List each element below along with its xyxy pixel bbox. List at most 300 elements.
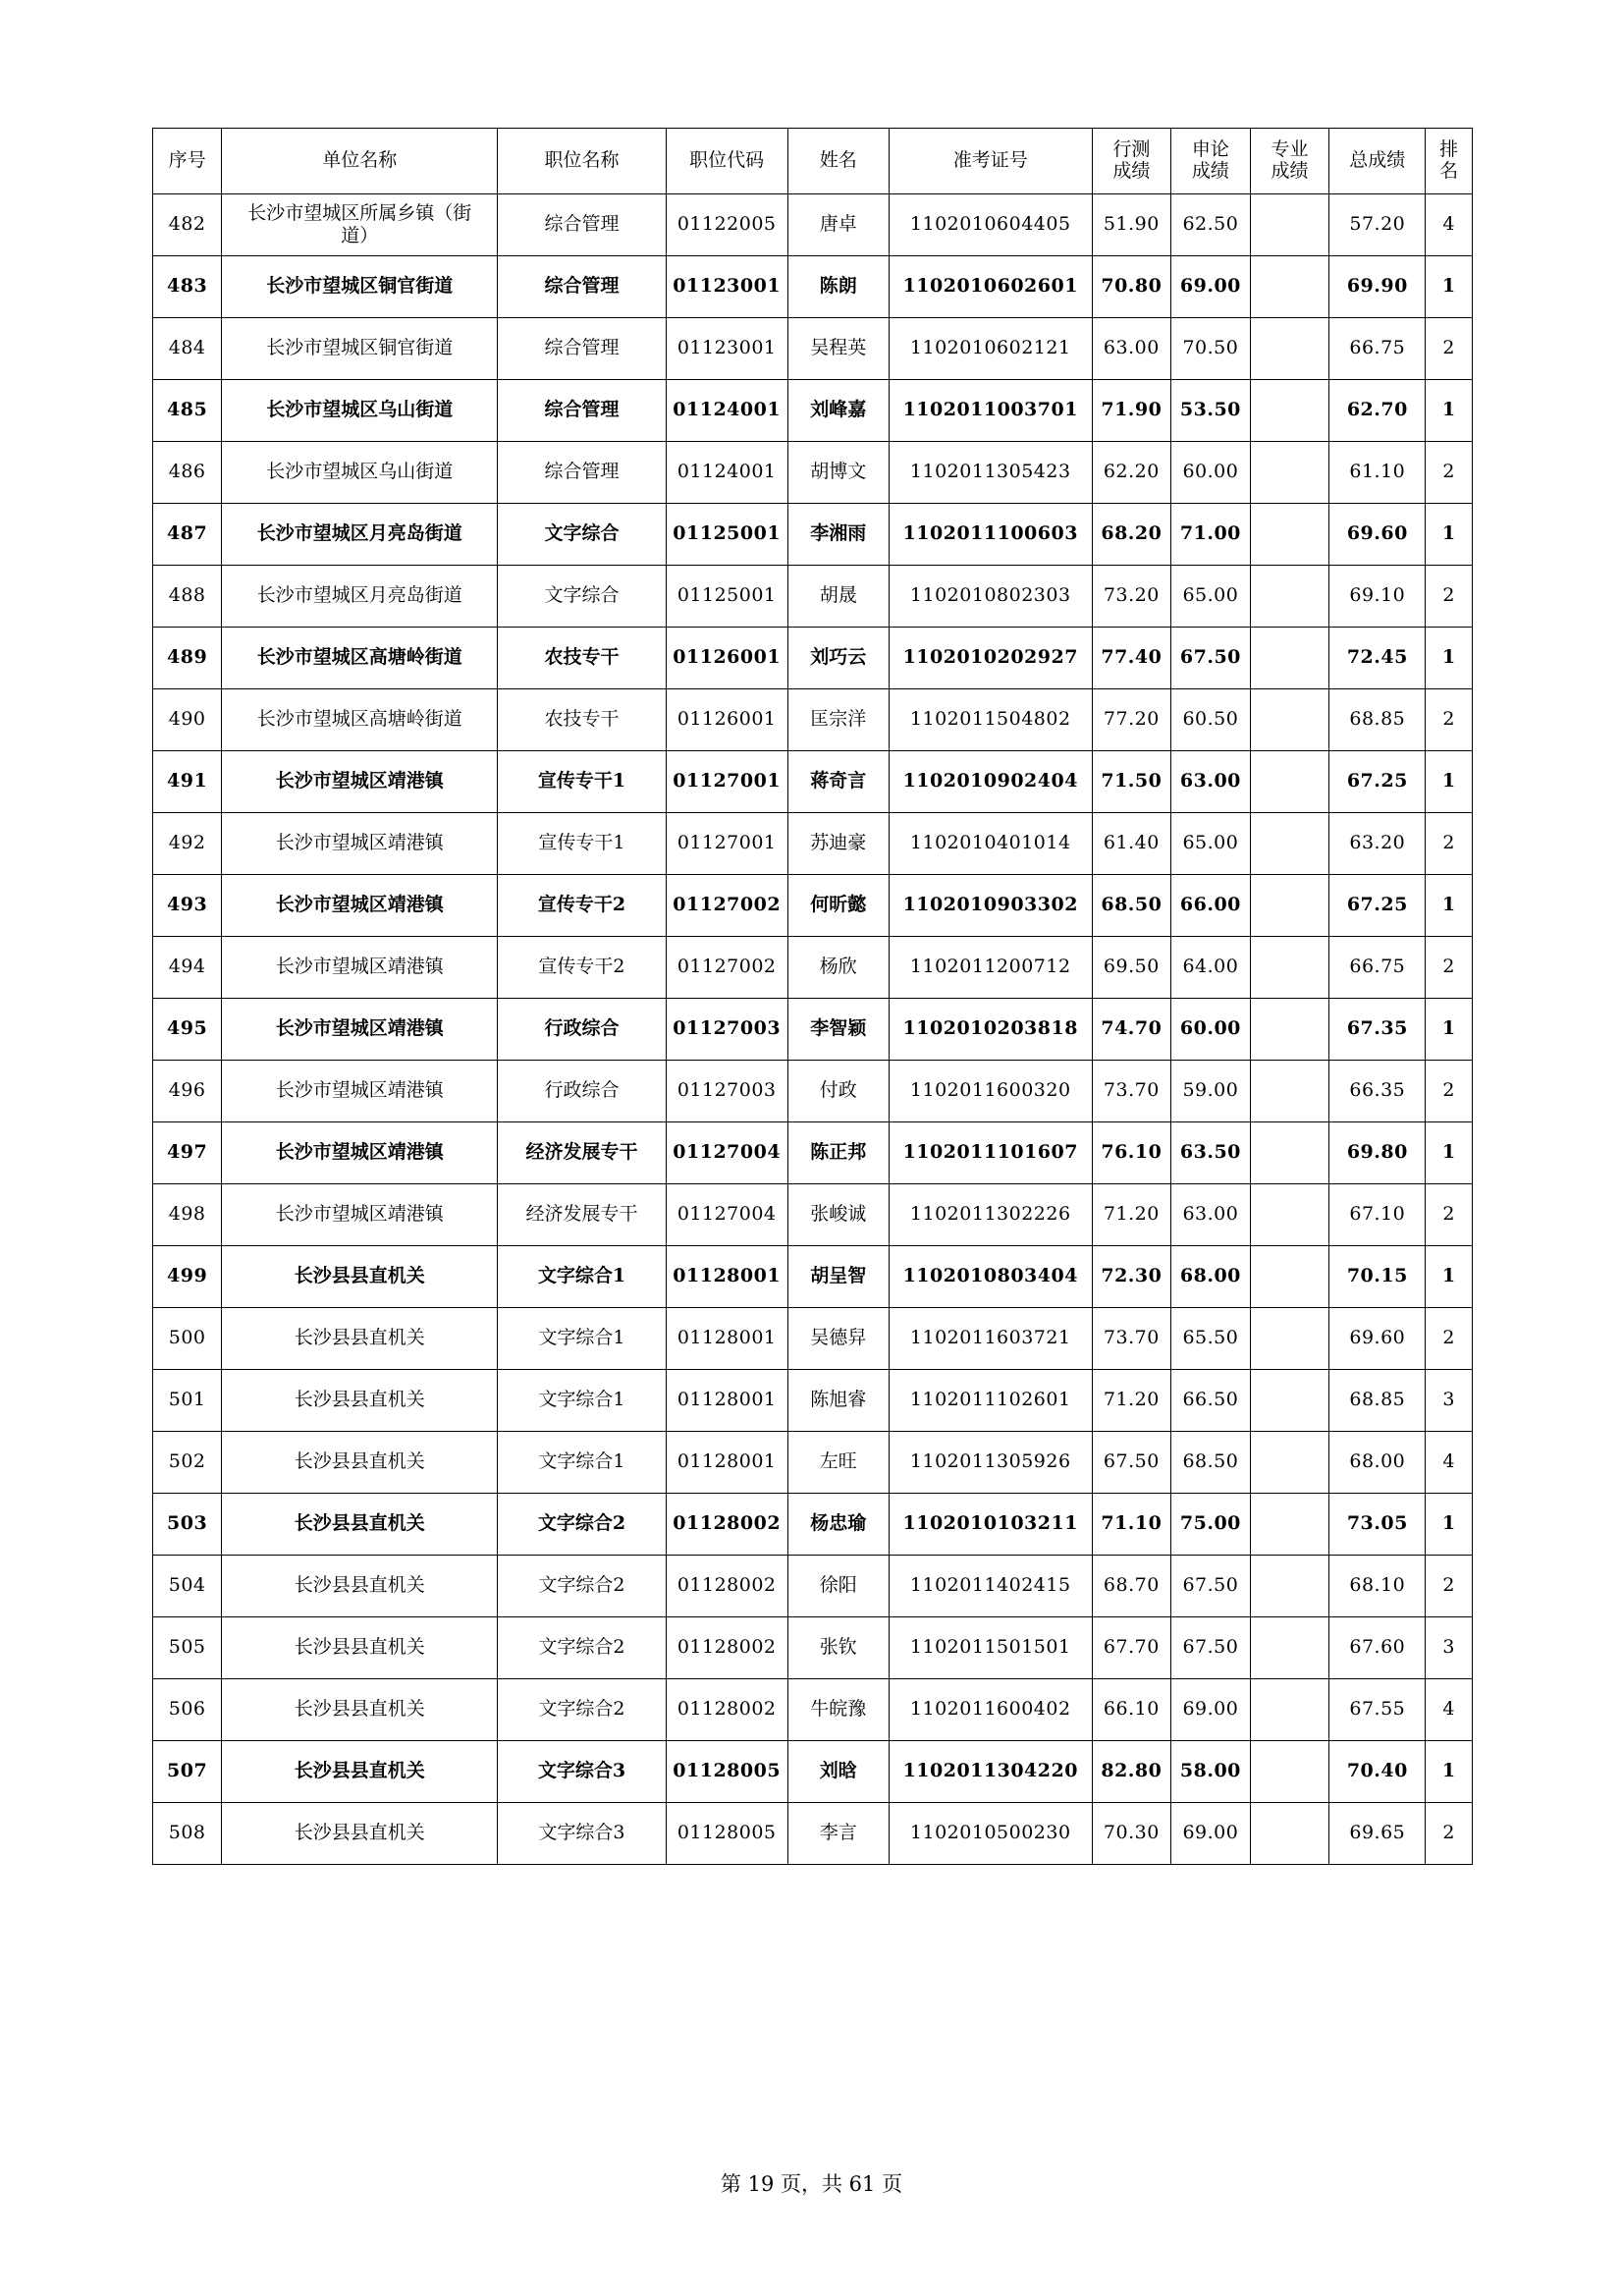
cell-post: 综合管理 [498, 380, 666, 442]
cell-total: 68.00 [1329, 1432, 1426, 1494]
cell-code: 01127002 [666, 937, 787, 999]
cell-total: 67.10 [1329, 1184, 1426, 1246]
cell-rank: 2 [1426, 566, 1473, 628]
cell-seq: 497 [153, 1122, 222, 1184]
cell-total: 68.10 [1329, 1556, 1426, 1617]
cell-rank: 2 [1426, 1308, 1473, 1370]
cell-seq: 505 [153, 1617, 222, 1679]
cell-code: 01127001 [666, 813, 787, 875]
cell-xingce: 67.70 [1092, 1617, 1171, 1679]
cell-total: 67.25 [1329, 875, 1426, 937]
cell-code: 01125001 [666, 566, 787, 628]
cell-post: 宣传专干2 [498, 875, 666, 937]
cell-post: 行政综合 [498, 1061, 666, 1122]
cell-shenlun: 68.00 [1171, 1246, 1251, 1308]
table-row [153, 1556, 1473, 1617]
cell-rank: 2 [1426, 1184, 1473, 1246]
cell-shenlun: 59.00 [1171, 1061, 1251, 1122]
header-shenlun [1171, 129, 1251, 194]
cell-ticket: 1102011504802 [889, 689, 1092, 751]
cell-name: 徐阳 [787, 1556, 889, 1617]
cell-post: 文字综合2 [498, 1556, 666, 1617]
cell-xingce: 68.50 [1092, 875, 1171, 937]
cell-ticket: 1102011302226 [889, 1184, 1092, 1246]
table-row [153, 566, 1473, 628]
cell-seq: 492 [153, 813, 222, 875]
cell-code: 01128002 [666, 1494, 787, 1556]
cell-code: 01123001 [666, 318, 787, 380]
cell-ticket: 1102010203818 [889, 999, 1092, 1061]
cell-seq: 494 [153, 937, 222, 999]
cell-seq: 491 [153, 751, 222, 813]
cell-zhuanye [1250, 194, 1329, 256]
table-row [153, 1494, 1473, 1556]
cell-zhuanye [1250, 1617, 1329, 1679]
cell-seq: 486 [153, 442, 222, 504]
cell-name: 吴德舁 [787, 1308, 889, 1370]
cell-zhuanye [1250, 1803, 1329, 1865]
cell-post: 经济发展专干 [498, 1184, 666, 1246]
table-row [153, 256, 1473, 318]
cell-shenlun: 66.00 [1171, 875, 1251, 937]
cell-rank: 4 [1426, 1679, 1473, 1741]
cell-ticket: 1102011600320 [889, 1061, 1092, 1122]
cell-total: 67.60 [1329, 1617, 1426, 1679]
cell-xingce: 77.40 [1092, 628, 1171, 689]
table-row [153, 1803, 1473, 1865]
cell-code: 01128001 [666, 1246, 787, 1308]
cell-seq: 496 [153, 1061, 222, 1122]
cell-total: 69.60 [1329, 1308, 1426, 1370]
cell-shenlun: 68.50 [1171, 1432, 1251, 1494]
cell-seq: 502 [153, 1432, 222, 1494]
cell-zhuanye [1250, 1246, 1329, 1308]
header-rank [1426, 129, 1473, 194]
cell-post: 文字综合 [498, 504, 666, 566]
cell-ticket: 1102011100603 [889, 504, 1092, 566]
cell-unit: 长沙市望城区靖港镇 [222, 937, 498, 999]
cell-seq: 487 [153, 504, 222, 566]
cell-xingce: 51.90 [1092, 194, 1171, 256]
table-body [153, 194, 1473, 1865]
cell-name: 刘晗 [787, 1741, 889, 1803]
cell-ticket: 1102010802303 [889, 566, 1092, 628]
cell-seq: 503 [153, 1494, 222, 1556]
cell-xingce: 77.20 [1092, 689, 1171, 751]
cell-seq: 490 [153, 689, 222, 751]
cell-shenlun: 63.00 [1171, 1184, 1251, 1246]
table-row [153, 1679, 1473, 1741]
cell-post: 宣传专干1 [498, 751, 666, 813]
cell-ticket: 1102011305926 [889, 1432, 1092, 1494]
header-post: 职位名称 [498, 129, 666, 194]
cell-name: 牛皖豫 [787, 1679, 889, 1741]
cell-code: 01128005 [666, 1803, 787, 1865]
cell-total: 66.75 [1329, 937, 1426, 999]
table-row [153, 1061, 1473, 1122]
cell-shenlun: 69.00 [1171, 256, 1251, 318]
cell-xingce: 68.20 [1092, 504, 1171, 566]
cell-rank: 2 [1426, 1556, 1473, 1617]
table-row [153, 1122, 1473, 1184]
cell-name: 李湘雨 [787, 504, 889, 566]
cell-post: 文字综合1 [498, 1308, 666, 1370]
cell-seq: 508 [153, 1803, 222, 1865]
cell-code: 01128001 [666, 1432, 787, 1494]
cell-rank: 1 [1426, 628, 1473, 689]
cell-xingce: 74.70 [1092, 999, 1171, 1061]
cell-ticket: 1102011304220 [889, 1741, 1092, 1803]
header-name: 姓名 [787, 129, 889, 194]
cell-post: 文字综合3 [498, 1803, 666, 1865]
header-xingce-line2: 成绩 [1112, 160, 1151, 182]
cell-ticket: 1102011603721 [889, 1308, 1092, 1370]
cell-xingce: 76.10 [1092, 1122, 1171, 1184]
cell-name: 刘巧云 [787, 628, 889, 689]
cell-post: 文字综合2 [498, 1617, 666, 1679]
cell-unit: 长沙市望城区乌山街道 [222, 442, 498, 504]
cell-unit: 长沙市望城区高塘岭街道 [222, 689, 498, 751]
cell-unit-line: 道） [341, 225, 379, 246]
cell-rank: 1 [1426, 380, 1473, 442]
cell-rank: 1 [1426, 751, 1473, 813]
cell-code: 01127004 [666, 1122, 787, 1184]
cell-unit: 长沙县县直机关 [222, 1803, 498, 1865]
cell-xingce: 71.10 [1092, 1494, 1171, 1556]
cell-rank: 4 [1426, 194, 1473, 256]
cell-zhuanye [1250, 1556, 1329, 1617]
cell-name: 付政 [787, 1061, 889, 1122]
cell-seq: 500 [153, 1308, 222, 1370]
cell-total: 69.10 [1329, 566, 1426, 628]
table-header-row [153, 129, 1473, 194]
cell-name: 匡宗洋 [787, 689, 889, 751]
header-shenlun-line2: 成绩 [1191, 160, 1229, 182]
cell-name: 吴程英 [787, 318, 889, 380]
cell-total: 69.90 [1329, 256, 1426, 318]
header-rank-line1: 排 [1439, 138, 1459, 161]
header-zhuanye-line2: 成绩 [1271, 160, 1309, 182]
cell-shenlun: 60.00 [1171, 999, 1251, 1061]
cell-unit: 长沙市望城区月亮岛街道 [222, 566, 498, 628]
cell-rank: 1 [1426, 999, 1473, 1061]
header-rank-line2: 名 [1439, 160, 1459, 182]
cell-xingce: 70.30 [1092, 1803, 1171, 1865]
cell-zhuanye [1250, 875, 1329, 937]
cell-ticket: 1102010902404 [889, 751, 1092, 813]
cell-zhuanye [1250, 442, 1329, 504]
cell-post: 宣传专干2 [498, 937, 666, 999]
cell-post: 文字综合2 [498, 1494, 666, 1556]
table-row [153, 442, 1473, 504]
cell-shenlun: 70.50 [1171, 318, 1251, 380]
cell-post: 行政综合 [498, 999, 666, 1061]
cell-rank: 2 [1426, 1061, 1473, 1122]
cell-ticket: 1102010401014 [889, 813, 1092, 875]
cell-ticket: 1102010202927 [889, 628, 1092, 689]
table-row [153, 1370, 1473, 1432]
cell-total: 62.70 [1329, 380, 1426, 442]
header-xingce [1092, 129, 1171, 194]
cell-code: 01127003 [666, 999, 787, 1061]
cell-shenlun: 75.00 [1171, 1494, 1251, 1556]
cell-post: 农技专干 [498, 689, 666, 751]
table-row [153, 1246, 1473, 1308]
cell-unit-line: 长沙市望城区所属乡镇（街 [247, 202, 472, 225]
cell-name: 陈正邦 [787, 1122, 889, 1184]
cell-zhuanye [1250, 937, 1329, 999]
cell-total: 67.55 [1329, 1679, 1426, 1741]
cell-shenlun: 63.50 [1171, 1122, 1251, 1184]
cell-xingce: 61.40 [1092, 813, 1171, 875]
cell-shenlun: 58.00 [1171, 1741, 1251, 1803]
cell-name: 胡呈智 [787, 1246, 889, 1308]
cell-ticket: 1102011102601 [889, 1370, 1092, 1432]
cell-shenlun: 62.50 [1171, 194, 1251, 256]
cell-unit: 长沙市望城区乌山街道 [222, 380, 498, 442]
cell-xingce: 62.20 [1092, 442, 1171, 504]
cell-name: 胡晟 [787, 566, 889, 628]
cell-rank: 1 [1426, 1494, 1473, 1556]
table-row [153, 689, 1473, 751]
cell-seq: 501 [153, 1370, 222, 1432]
cell-zhuanye [1250, 1679, 1329, 1741]
cell-xingce: 71.90 [1092, 380, 1171, 442]
header-seq: 序号 [153, 129, 222, 194]
cell-xingce: 71.20 [1092, 1184, 1171, 1246]
cell-name: 左旺 [787, 1432, 889, 1494]
cell-xingce: 66.10 [1092, 1679, 1171, 1741]
cell-unit: 长沙市望城区靖港镇 [222, 1184, 498, 1246]
cell-ticket: 1102010103211 [889, 1494, 1092, 1556]
cell-total: 70.15 [1329, 1246, 1426, 1308]
cell-seq: 489 [153, 628, 222, 689]
table-row [153, 751, 1473, 813]
header-unit: 单位名称 [222, 129, 498, 194]
cell-unit: 长沙市望城区铜官街道 [222, 256, 498, 318]
page-footer: 第 19 页，共 61 页 [720, 2172, 903, 2196]
cell-xingce: 72.30 [1092, 1246, 1171, 1308]
cell-total: 68.85 [1329, 1370, 1426, 1432]
cell-seq: 493 [153, 875, 222, 937]
cell-ticket: 1102011501501 [889, 1617, 1092, 1679]
cell-total: 61.10 [1329, 442, 1426, 504]
cell-ticket: 1102010500230 [889, 1803, 1092, 1865]
cell-seq: 507 [153, 1741, 222, 1803]
cell-unit: 长沙市望城区靖港镇 [222, 813, 498, 875]
cell-ticket: 1102011305423 [889, 442, 1092, 504]
cell-name: 李智颖 [787, 999, 889, 1061]
cell-name: 陈旭睿 [787, 1370, 889, 1432]
header-total: 总成绩 [1329, 129, 1426, 194]
cell-post: 综合管理 [498, 318, 666, 380]
cell-xingce: 68.70 [1092, 1556, 1171, 1617]
cell-shenlun: 65.00 [1171, 813, 1251, 875]
cell-name: 苏迪豪 [787, 813, 889, 875]
cell-name: 杨忠瑜 [787, 1494, 889, 1556]
cell-shenlun: 60.50 [1171, 689, 1251, 751]
cell-xingce: 70.80 [1092, 256, 1171, 318]
cell-name: 刘峰嘉 [787, 380, 889, 442]
cell-post: 文字综合1 [498, 1370, 666, 1432]
cell-code: 01126001 [666, 628, 787, 689]
cell-unit: 长沙市望城区铜官街道 [222, 318, 498, 380]
cell-name: 陈朗 [787, 256, 889, 318]
cell-code: 01127001 [666, 751, 787, 813]
cell-zhuanye [1250, 1432, 1329, 1494]
cell-ticket: 1102011200712 [889, 937, 1092, 999]
cell-post: 文字综合1 [498, 1432, 666, 1494]
cell-code: 01127004 [666, 1184, 787, 1246]
cell-unit: 长沙市望城区高塘岭街道 [222, 628, 498, 689]
cell-rank: 2 [1426, 813, 1473, 875]
cell-unit: 长沙市望城区靖港镇 [222, 751, 498, 813]
cell-total: 73.05 [1329, 1494, 1426, 1556]
cell-rank: 2 [1426, 318, 1473, 380]
cell-total: 63.20 [1329, 813, 1426, 875]
cell-zhuanye [1250, 256, 1329, 318]
cell-seq: 485 [153, 380, 222, 442]
cell-post: 综合管理 [498, 442, 666, 504]
cell-rank: 2 [1426, 937, 1473, 999]
header-ticket: 准考证号 [889, 129, 1092, 194]
cell-rank: 4 [1426, 1432, 1473, 1494]
cell-post: 经济发展专干 [498, 1122, 666, 1184]
exam-score-table [152, 128, 1473, 1865]
cell-rank: 2 [1426, 689, 1473, 751]
cell-xingce: 73.70 [1092, 1308, 1171, 1370]
cell-unit: 长沙县县直机关 [222, 1370, 498, 1432]
cell-ticket: 1102011101607 [889, 1122, 1092, 1184]
cell-total: 72.45 [1329, 628, 1426, 689]
cell-ticket: 1102010803404 [889, 1246, 1092, 1308]
cell-unit: 长沙县县直机关 [222, 1741, 498, 1803]
cell-seq: 482 [153, 194, 222, 256]
cell-xingce: 63.00 [1092, 318, 1171, 380]
header-code: 职位代码 [666, 129, 787, 194]
table-row [153, 813, 1473, 875]
cell-shenlun: 64.00 [1171, 937, 1251, 999]
cell-post: 文字综合3 [498, 1741, 666, 1803]
cell-code: 01128002 [666, 1617, 787, 1679]
table-row [153, 1741, 1473, 1803]
cell-zhuanye [1250, 1741, 1329, 1803]
cell-seq: 488 [153, 566, 222, 628]
cell-total: 67.25 [1329, 751, 1426, 813]
cell-code: 01124001 [666, 380, 787, 442]
cell-rank: 1 [1426, 256, 1473, 318]
cell-ticket: 1102011402415 [889, 1556, 1092, 1617]
cell-unit: 长沙市望城区靖港镇 [222, 1061, 498, 1122]
cell-post: 文字综合2 [498, 1679, 666, 1741]
table-row [153, 1432, 1473, 1494]
cell-shenlun: 66.50 [1171, 1370, 1251, 1432]
table-row [153, 875, 1473, 937]
cell-total: 66.35 [1329, 1061, 1426, 1122]
cell-name: 张钦 [787, 1617, 889, 1679]
cell-zhuanye [1250, 1370, 1329, 1432]
cell-shenlun: 69.00 [1171, 1803, 1251, 1865]
cell-zhuanye [1250, 380, 1329, 442]
cell-total: 69.65 [1329, 1803, 1426, 1865]
cell-post: 文字综合 [498, 566, 666, 628]
cell-shenlun: 60.00 [1171, 442, 1251, 504]
cell-code: 01127003 [666, 1061, 787, 1122]
cell-zhuanye [1250, 504, 1329, 566]
cell-rank: 1 [1426, 504, 1473, 566]
cell-total: 67.35 [1329, 999, 1426, 1061]
cell-rank: 3 [1426, 1370, 1473, 1432]
cell-code: 01125001 [666, 504, 787, 566]
cell-shenlun: 67.50 [1171, 1617, 1251, 1679]
table-row [153, 1617, 1473, 1679]
table-row [153, 318, 1473, 380]
cell-zhuanye [1250, 566, 1329, 628]
cell-total: 57.20 [1329, 194, 1426, 256]
cell-unit: 长沙县县直机关 [222, 1679, 498, 1741]
cell-ticket: 1102011003701 [889, 380, 1092, 442]
cell-name: 杨欣 [787, 937, 889, 999]
cell-code: 01128001 [666, 1370, 787, 1432]
cell-xingce: 82.80 [1092, 1741, 1171, 1803]
cell-seq: 484 [153, 318, 222, 380]
cell-shenlun: 65.00 [1171, 566, 1251, 628]
cell-ticket: 1102010604405 [889, 194, 1092, 256]
table-row [153, 194, 1473, 256]
cell-xingce: 71.50 [1092, 751, 1171, 813]
cell-code: 01128002 [666, 1556, 787, 1617]
cell-shenlun: 71.00 [1171, 504, 1251, 566]
cell-unit: 长沙市望城区靖港镇 [222, 999, 498, 1061]
cell-code: 01123001 [666, 256, 787, 318]
cell-code: 01124001 [666, 442, 787, 504]
cell-ticket: 1102011600402 [889, 1679, 1092, 1741]
cell-unit: 长沙市望城区靖港镇 [222, 1122, 498, 1184]
cell-total: 70.40 [1329, 1741, 1426, 1803]
header-shenlun-line1: 申论 [1191, 138, 1229, 161]
cell-zhuanye [1250, 318, 1329, 380]
cell-name: 唐卓 [787, 194, 889, 256]
cell-xingce: 73.70 [1092, 1061, 1171, 1122]
cell-rank: 1 [1426, 875, 1473, 937]
table-row [153, 504, 1473, 566]
cell-xingce: 69.50 [1092, 937, 1171, 999]
cell-rank: 2 [1426, 442, 1473, 504]
cell-rank: 3 [1426, 1617, 1473, 1679]
cell-zhuanye [1250, 1122, 1329, 1184]
cell-shenlun: 67.50 [1171, 628, 1251, 689]
cell-post: 综合管理 [498, 194, 666, 256]
table-header [153, 129, 1473, 194]
cell-name: 李言 [787, 1803, 889, 1865]
header-xingce-line1: 行测 [1112, 138, 1151, 161]
cell-code: 01127002 [666, 875, 787, 937]
cell-rank: 1 [1426, 1122, 1473, 1184]
cell-name: 蒋奇言 [787, 751, 889, 813]
cell-zhuanye [1250, 628, 1329, 689]
table-row [153, 628, 1473, 689]
cell-seq: 504 [153, 1556, 222, 1617]
table-row [153, 380, 1473, 442]
cell-rank: 1 [1426, 1741, 1473, 1803]
cell-ticket: 1102010602601 [889, 256, 1092, 318]
cell-xingce: 71.20 [1092, 1370, 1171, 1432]
cell-code: 01128001 [666, 1308, 787, 1370]
cell-seq: 483 [153, 256, 222, 318]
cell-unit: 长沙县县直机关 [222, 1617, 498, 1679]
cell-post: 农技专干 [498, 628, 666, 689]
cell-post: 宣传专干1 [498, 813, 666, 875]
